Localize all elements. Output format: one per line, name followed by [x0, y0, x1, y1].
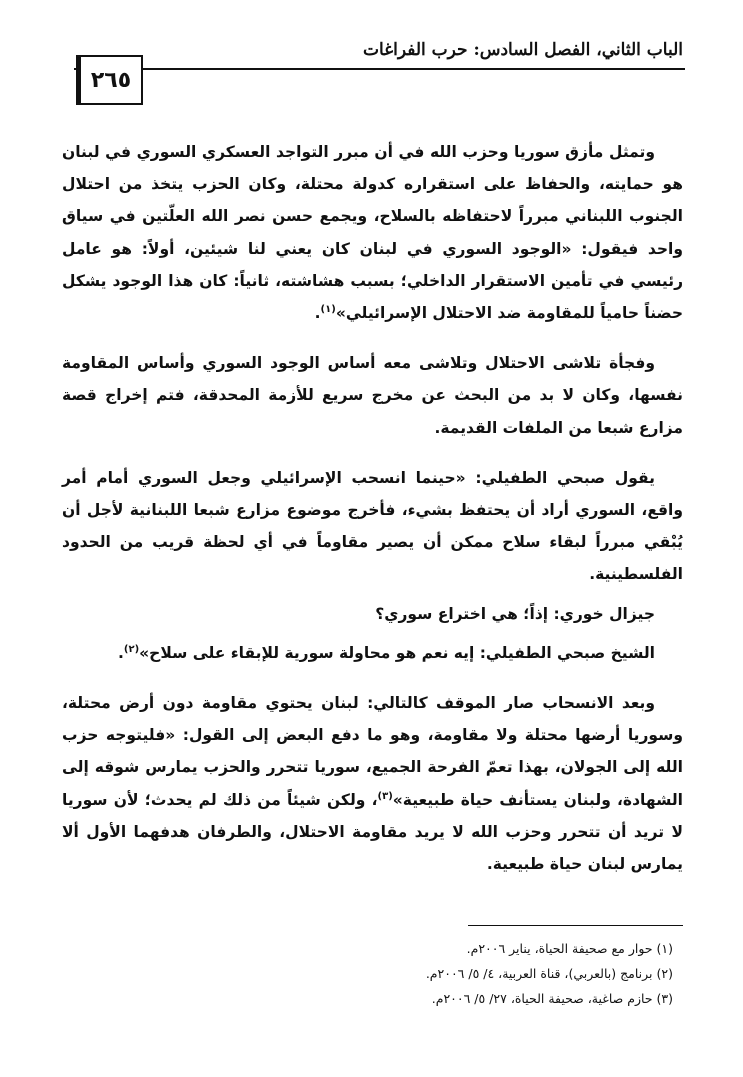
page-number: ٢٦٥ [90, 67, 132, 93]
paragraph-6-rest: ، ولكن شيئاً من ذلك لم يحدث؛ لأن سوريا لا تريد أن تتحرر وحزب الله لا يريد مقاومة الاحتلال، والطرفان هدفهما الأول ألا يمارس لبنان حياة طبيعية. [62, 790, 683, 874]
paragraph-5-end: . [118, 643, 124, 662]
footnote-ref-3: (٣) [377, 790, 393, 802]
footnote-1: (١) حوار مع صحيفة الحياة، يناير ٢٠٠٦م. [466, 941, 673, 956]
footnote-ref-2: (٢) [123, 643, 140, 655]
footnote-3: (٣) حازم صاغية، صحيفة الحياة، ٢٧/ ٥/ ٢٠٠٦م. [431, 991, 673, 1006]
paragraph-3-text: يقول صبحي الطفيلي: «حينما انسحب الإسرائيلي وجعل السوري أمام أمر واقع، السوري أراد أن يحتفظ بشيء، فأخرج موضوع مزارع شبعا اللبنانية لأجل أن يُبْقي مبرراً لبقاء سلاح ممكن أن يصير مقاوماً في أي لحظة قريب من الحدود الفلسطينية. [62, 468, 683, 584]
footnote-ref-1: (١) [320, 303, 336, 315]
paragraph-1 [62, 136, 683, 329]
paragraph-6 [62, 687, 683, 880]
paragraph-4 [62, 598, 683, 630]
paragraph-3 [62, 462, 683, 591]
paragraph-5 [62, 637, 683, 669]
body-text [62, 136, 683, 880]
paragraph-4-text: جيزال خوري: إذاً؛ هي اختراع سوري؟ [375, 604, 655, 623]
paragraph-1-end: . [314, 304, 321, 323]
footnote-2: (٢) برنامج (بالعربي)، قناة العربية، ٤/ ٥/ ٢٠٠٦م. [425, 966, 673, 981]
header-rule [74, 68, 685, 70]
paragraph-2 [62, 347, 683, 444]
paragraph-6-text: وبعد الانسحاب صار الموقف كالتالي: لبنان يحتوي مقاومة دون أرض محتلة، وسوريا أرضها محتلة ولا مقاومة، وهو ما دفع البعض إلى القول: «فليتوجه حزب الله إلى الجولان، بهذا تعمّ الفرحة الجميع، سوريا تتحرر والحزب يمارس شوقه إلى الشهادة، ولبنان يستأنف حياة طبيعية» [62, 694, 683, 809]
page-number-box [76, 55, 143, 105]
paragraph-5-text: الشيخ صبحي الطفيلي: إيه نعم هو محاولة سورية للإبقاء على سلاح» [139, 643, 655, 662]
footnote-rule [468, 925, 683, 926]
paragraph-1-text: وتمثل مأزق سوريا وحزب الله في أن مبرر التواجد العسكري السوري في لبنان هو حمايته، والحفاظ على استقراره كدولة محتلة، وكان الحزب يتخذ من احتلال الجنوب اللبناني مبرراً لاحتفاظه بالسلاح، ويجمع حسن نصر الله العلّتين في سياق واحد فيقول: «الوجود السوري في لبنان كان يعني لنا شيئين، أولاً: هو عامل رئيسي في تأمين الاستقرار الداخلي؛ بسبب هشاشته، ثانياً: كان هذا الوجود يشكل حضناً حامياً للمقاومة ضد الاحتلال الإسرائيلي» [62, 143, 683, 323]
running-header-title: الباب الثاني، الفصل السادس: حرب الفراغات [363, 40, 683, 60]
footnotes [62, 936, 673, 1011]
paragraph-2-text: وفجأة تلاشى الاحتلال وتلاشى معه أساس الوجود السوري وأساس المقاومة نفسها، وكان لا بد من البحث عن مخرج سريع للأزمة المحدقة، فتم إخراج قصة مزارع شبعا من الملفات القديمة. [62, 354, 683, 437]
